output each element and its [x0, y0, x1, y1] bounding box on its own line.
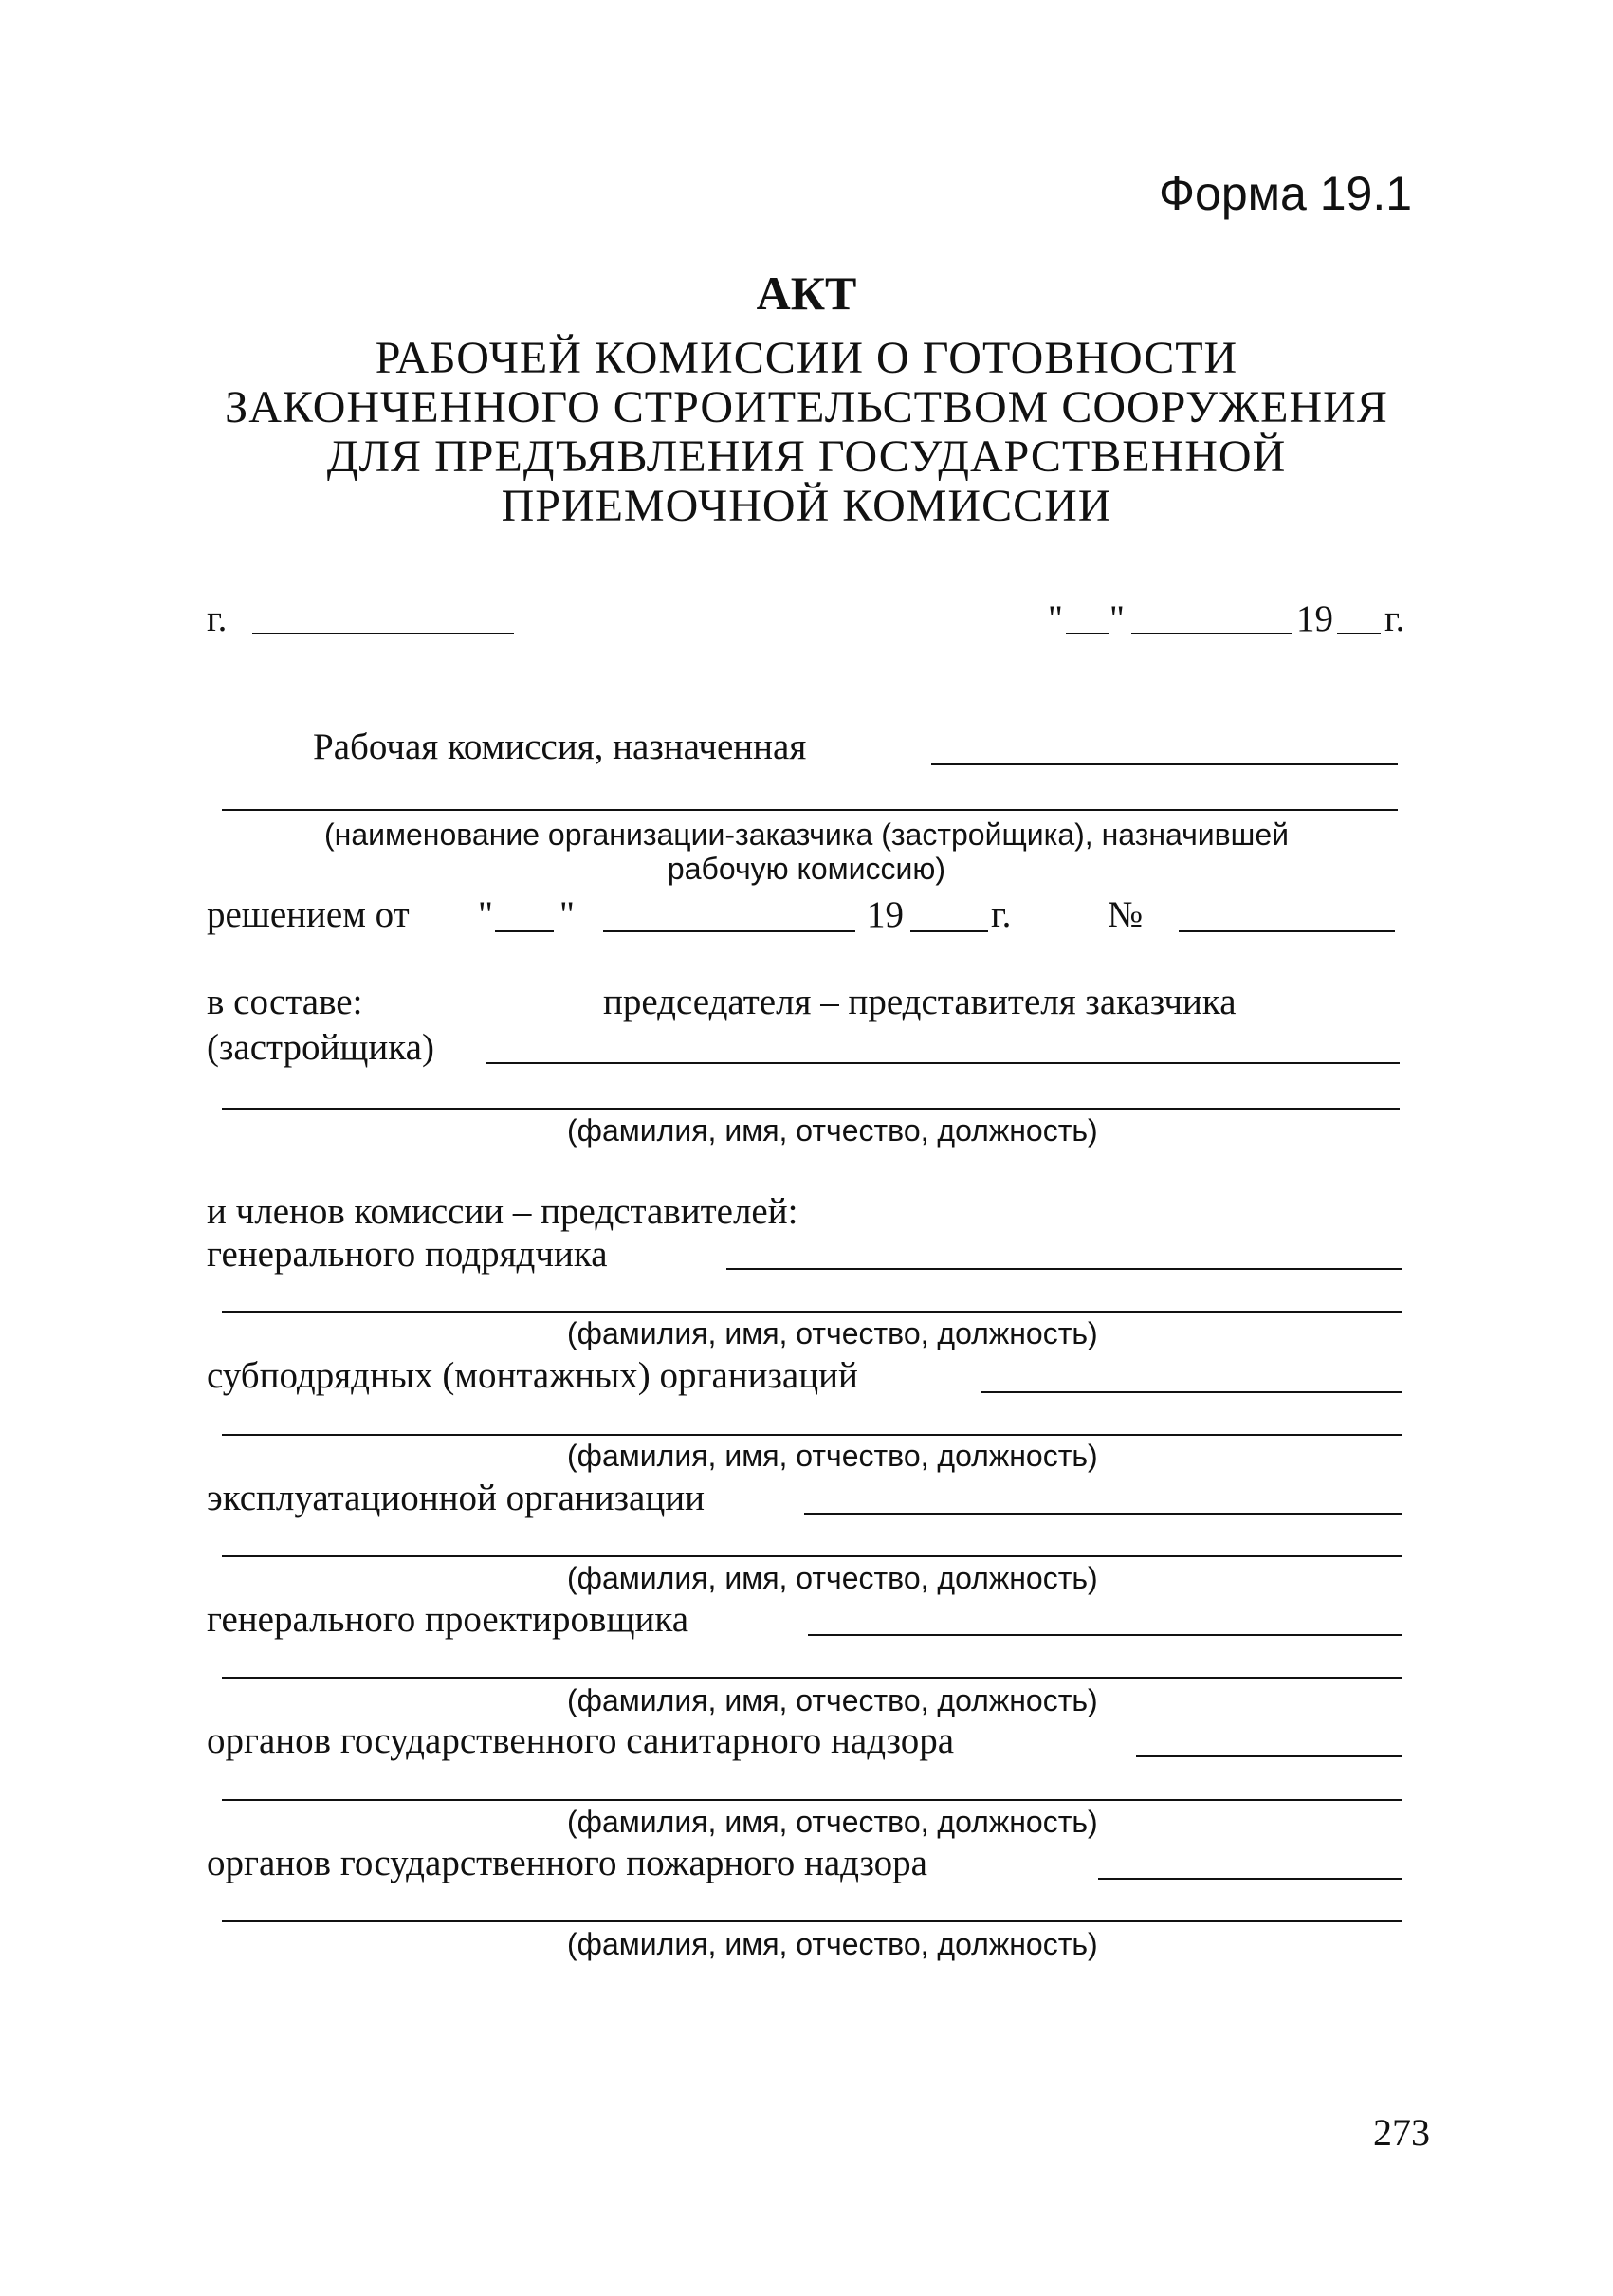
- subtitle-line: ЗАКОНЧЕННОГО СТРОИТЕЛЬСТВОМ СООРУЖЕНИЯ: [225, 382, 1388, 432]
- chairman-field[interactable]: [486, 1062, 1400, 1064]
- person-caption: (фамилия, имя, отчество, должность): [567, 1316, 1098, 1350]
- member-label: эксплуатационной организации: [207, 1478, 705, 1518]
- city-field[interactable]: [252, 633, 514, 634]
- document-title: АКТ: [756, 266, 857, 320]
- form-number: Форма 19.1: [1159, 167, 1413, 220]
- decision-day-field[interactable]: [495, 930, 554, 932]
- member-field[interactable]: [726, 1268, 1402, 1270]
- commission-appointed-label: Рабочая комиссия, назначенная: [313, 726, 807, 767]
- decision-quote-open: ": [478, 894, 493, 935]
- member-label: субподрядных (монтажных) организаций: [207, 1355, 858, 1396]
- subtitle-line: РАБОЧЕЙ КОМИССИИ О ГОТОВНОСТИ: [375, 333, 1238, 383]
- member-field-line2[interactable]: [222, 1799, 1402, 1801]
- page-number: 273: [1373, 2111, 1430, 2154]
- person-caption: (фамилия, имя, отчество, должность): [567, 1805, 1098, 1839]
- decision-quote-close: ": [559, 894, 575, 935]
- member-label: генерального проектировщика: [207, 1599, 689, 1640]
- person-caption: (фамилия, имя, отчество, должность): [567, 1439, 1098, 1473]
- date-year-field[interactable]: [1337, 633, 1381, 634]
- decision-month-field[interactable]: [603, 930, 855, 932]
- decision-number-field[interactable]: [1179, 930, 1395, 932]
- appointing-org-field-line2[interactable]: [222, 809, 1398, 811]
- decision-year-prefix: 19: [867, 894, 904, 935]
- decision-year-suffix: г.: [991, 894, 1012, 935]
- person-caption: (фамилия, имя, отчество, должность): [567, 1927, 1098, 1961]
- date-quote-open: ": [1048, 598, 1063, 639]
- city-prefix: г.: [207, 598, 228, 639]
- composition-label: в составе:: [207, 982, 363, 1022]
- org-caption-line1: (наименование организации-заказчика (застройщика), назначившей: [323, 817, 1290, 852]
- developer-label: (застройщика): [207, 1027, 434, 1068]
- subtitle-line: ДЛЯ ПРЕДЪЯВЛЕНИЯ ГОСУДАРСТВЕННОЙ: [326, 432, 1287, 482]
- member-field-line2[interactable]: [222, 1311, 1402, 1313]
- member-label: органов государственного санитарного надзора: [207, 1720, 954, 1761]
- member-field-line2[interactable]: [222, 1555, 1402, 1557]
- decision-label: решением от: [207, 894, 410, 935]
- org-caption-line2: рабочую комиссию): [667, 852, 946, 886]
- date-year-suffix: г.: [1384, 598, 1405, 639]
- member-field[interactable]: [1098, 1878, 1402, 1880]
- member-field[interactable]: [981, 1391, 1402, 1393]
- date-quote-close: ": [1109, 598, 1125, 639]
- member-field[interactable]: [1136, 1755, 1402, 1757]
- members-label: и членов комиссии – представителей:: [207, 1191, 798, 1232]
- number-sign: №: [1108, 894, 1144, 935]
- member-label: органов государственного пожарного надзора: [207, 1843, 927, 1883]
- person-caption: (фамилия, имя, отчество, должность): [567, 1683, 1098, 1717]
- member-field-line2[interactable]: [222, 1920, 1402, 1922]
- decision-year-field[interactable]: [910, 930, 988, 932]
- date-year-prefix: 19: [1296, 598, 1333, 639]
- member-field[interactable]: [808, 1634, 1402, 1636]
- member-label: генерального подрядчика: [207, 1234, 608, 1275]
- date-day-field[interactable]: [1066, 633, 1109, 634]
- member-field[interactable]: [804, 1513, 1402, 1515]
- person-caption: (фамилия, имя, отчество, должность): [567, 1561, 1098, 1595]
- member-field-line2[interactable]: [222, 1677, 1402, 1679]
- appointing-org-field[interactable]: [931, 763, 1398, 765]
- person-caption: (фамилия, имя, отчество, должность): [567, 1113, 1098, 1148]
- subtitle-line: ПРИЕМОЧНОЙ КОМИССИИ: [501, 481, 1112, 531]
- date-month-field[interactable]: [1131, 633, 1292, 634]
- chairman-field-line2[interactable]: [222, 1108, 1400, 1110]
- chairman-label: председателя – представителя заказчика: [603, 982, 1237, 1022]
- document-subtitle: [0, 334, 1613, 531]
- member-field-line2[interactable]: [222, 1434, 1402, 1436]
